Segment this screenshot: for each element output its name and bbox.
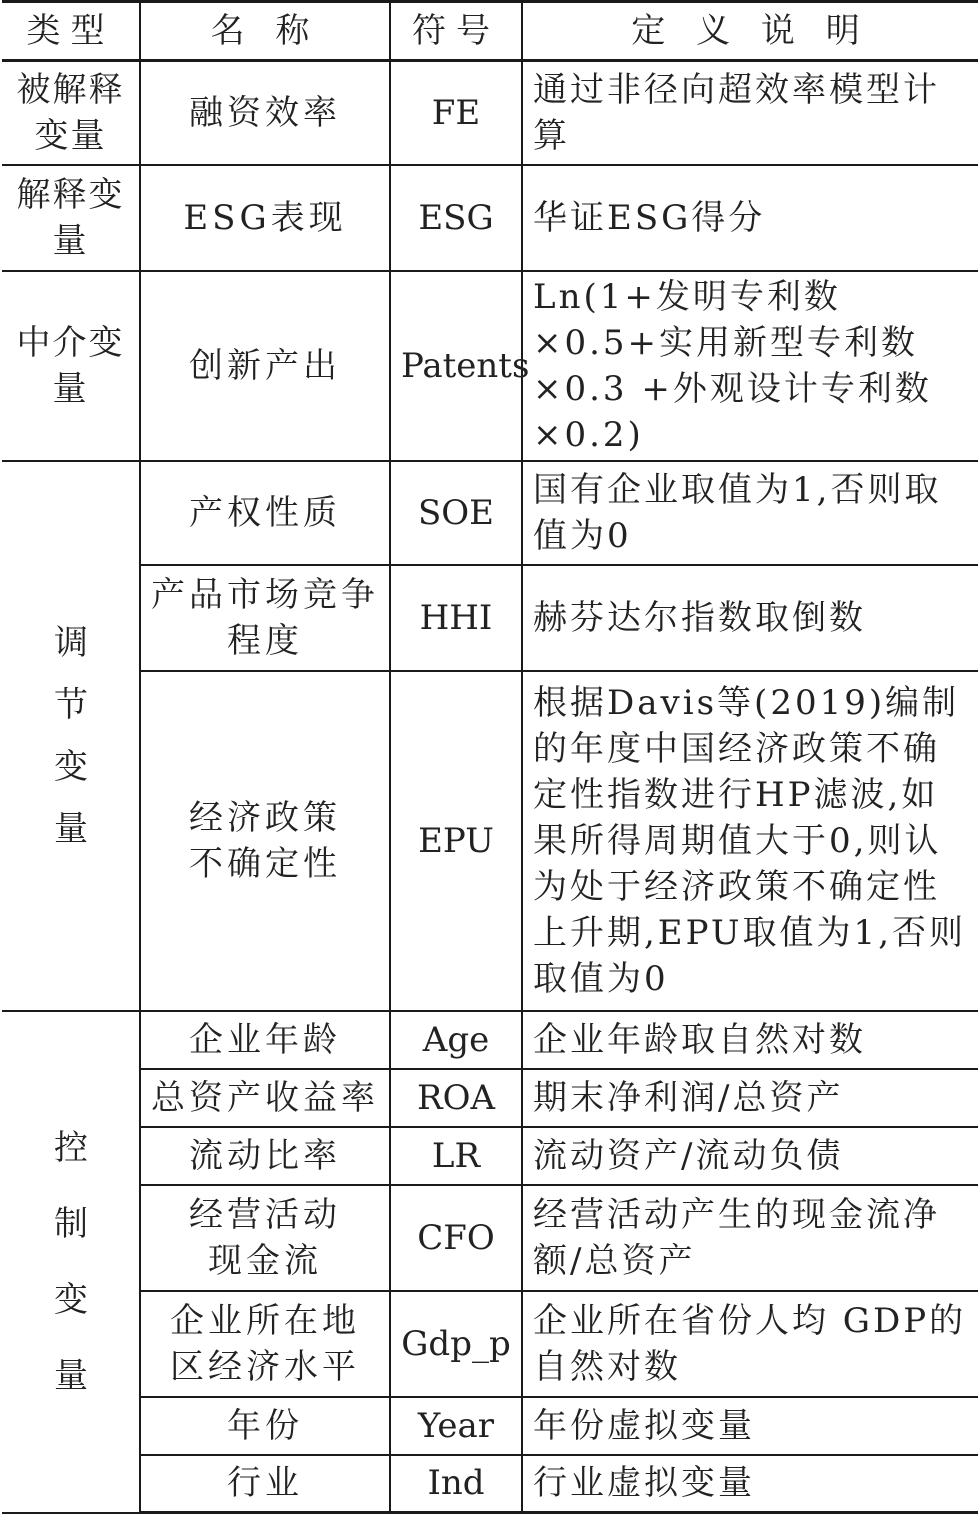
table-row	[2, 461, 978, 565]
variable-definition: 根据Davis等(2019)编制的年度中国经济政策不确定性指数进行HP滤波,如果所得周期值大于0,则认为处于经济政策不确定性上升期,EPU取值为1,否则取值为0	[522, 671, 978, 1011]
variable-symbol: SOE	[390, 461, 522, 565]
header-name: 名 称	[140, 2, 390, 61]
table-row	[2, 271, 978, 461]
variable-definition: 国有企业取值为1,否则取值为0	[522, 461, 978, 565]
table-row	[2, 61, 978, 165]
variable-definition: 行业虚拟变量	[522, 1455, 978, 1513]
table-row	[2, 165, 978, 271]
variable-symbol: LR	[390, 1127, 522, 1185]
table-row	[2, 1011, 978, 1069]
variable-symbol: HHI	[390, 565, 522, 671]
variable-name: 行业	[140, 1455, 390, 1513]
variable-symbol: CFO	[390, 1185, 522, 1291]
header-symbol: 符号	[390, 2, 522, 61]
variable-name: 经济政策不确定性	[140, 671, 390, 1011]
variable-symbol: Gdp_p	[390, 1291, 522, 1397]
variable-symbol: FE	[390, 61, 522, 165]
variable-definition-table	[2, 0, 978, 1514]
table-row	[2, 1397, 978, 1455]
variable-symbol: Patents	[390, 271, 522, 461]
variable-name: 企业年龄	[140, 1011, 390, 1069]
variable-name: 总资产收益率	[140, 1069, 390, 1127]
table-row	[2, 671, 978, 1011]
variable-definition: 赫芬达尔指数取倒数	[522, 565, 978, 671]
table-row	[2, 1455, 978, 1513]
table-row	[2, 1185, 978, 1291]
variable-definition: 企业年龄取自然对数	[522, 1011, 978, 1069]
variable-name: 产品市场竞争程度	[140, 565, 390, 671]
variable-definition: 期末净利润/总资产	[522, 1069, 978, 1127]
group-explanatory: 解释变量	[2, 165, 140, 271]
variable-name: 年份	[140, 1397, 390, 1455]
header-definition: 定 义 说 明	[522, 2, 978, 61]
variable-name: 经营活动现金流	[140, 1185, 390, 1291]
table-row	[2, 565, 978, 671]
header-row	[2, 2, 978, 61]
variable-symbol: Age	[390, 1011, 522, 1069]
group-mediator: 中介变量	[2, 271, 140, 461]
variable-name: ESG表现	[140, 165, 390, 271]
variable-name: 融资效率	[140, 61, 390, 165]
variable-definition: 年份虚拟变量	[522, 1397, 978, 1455]
variable-symbol: ROA	[390, 1069, 522, 1127]
variable-symbol: ESG	[390, 165, 522, 271]
group-moderator: 调节变量	[2, 461, 140, 1011]
variable-name: 创新产出	[140, 271, 390, 461]
table-row	[2, 1291, 978, 1397]
variable-definition: 通过非径向超效率模型计算	[522, 61, 978, 165]
variable-symbol: Year	[390, 1397, 522, 1455]
variable-definition: 经营活动产生的现金流净额/总资产	[522, 1185, 978, 1291]
variable-symbol: Ind	[390, 1455, 522, 1513]
variable-definition: Ln(1+发明专利数×0.5+实用新型专利数×0.3 +外观设计专利数×0.2)	[522, 271, 978, 461]
variable-definition: 流动资产/流动负债	[522, 1127, 978, 1185]
group-dependent: 被解释变量	[2, 61, 140, 165]
variable-name: 流动比率	[140, 1127, 390, 1185]
variable-name: 产权性质	[140, 461, 390, 565]
variable-definition: 华证ESG得分	[522, 165, 978, 271]
table-row	[2, 1127, 978, 1185]
header-type: 类型	[2, 2, 140, 61]
variable-symbol: EPU	[390, 671, 522, 1011]
group-control: 控制变量	[2, 1011, 140, 1513]
variable-name: 企业所在地区经济水平	[140, 1291, 390, 1397]
table-row	[2, 1069, 978, 1127]
variable-definition: 企业所在省份人均 GDP的自然对数	[522, 1291, 978, 1397]
